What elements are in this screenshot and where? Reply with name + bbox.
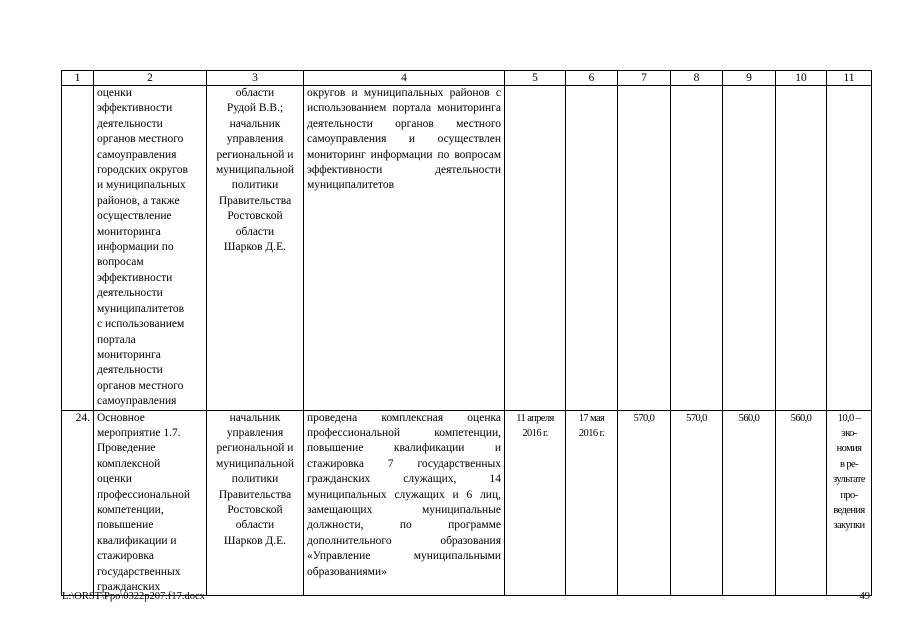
text-line: зультате: [833, 474, 865, 486]
text-line: управления: [226, 133, 284, 146]
column-number: 8: [671, 71, 723, 86]
text-line: деятельности: [97, 117, 163, 130]
planned-total-value: 570,0: [671, 410, 723, 596]
text-line: деятельности: [97, 364, 163, 377]
text-line: Шарков Д.Е.: [223, 534, 287, 547]
text-line: номия: [836, 443, 862, 455]
text-line: и муниципальных: [97, 179, 186, 192]
value-cell: [618, 86, 671, 411]
text-line: области: [235, 225, 275, 238]
text-line: профессиональной: [97, 488, 191, 501]
value-cell: [776, 86, 827, 411]
text-line: Основное: [97, 411, 145, 424]
value-cell: [723, 86, 776, 411]
column-number: 4: [304, 71, 505, 86]
column-number: 9: [723, 71, 776, 86]
responsible-person: [207, 410, 304, 596]
text-line: муниципалитетов: [97, 302, 185, 315]
text-line: региональной и: [216, 148, 294, 161]
text-line: 2016 г.: [578, 427, 605, 439]
text-line: в ре-: [840, 458, 858, 470]
text-line: мониторинга: [97, 348, 161, 361]
text-line: органов местного: [97, 379, 184, 392]
text-line: самоуправления: [97, 395, 177, 408]
table-row: [62, 410, 872, 596]
end-date: [566, 86, 618, 411]
text-line: комплексной: [97, 457, 161, 470]
text-line: муниципальной: [215, 457, 295, 470]
column-number: 1: [62, 71, 94, 86]
text-line: 11 апреля: [516, 412, 554, 424]
text-line: 17 мая: [578, 412, 605, 424]
row-number: 24.: [62, 410, 94, 596]
text-line: Шарков Д.Е.: [223, 241, 287, 254]
text-line: эко-: [841, 427, 857, 439]
text-line: муниципальной: [215, 164, 295, 177]
column-number: 10: [776, 71, 827, 86]
text-line: оценки: [97, 473, 132, 486]
text-line: ведения: [833, 504, 865, 516]
end-date: [566, 410, 618, 596]
text-line: стажировка: [97, 550, 154, 563]
planned-budget-value: 570,0: [618, 410, 671, 596]
text-line: Ростовской: [227, 503, 283, 516]
text-line: управления: [226, 426, 284, 439]
text-line: области: [235, 87, 275, 99]
text-line: деятельности: [97, 287, 163, 300]
result-text: проведена комплексная оценка профессиональной компетенции, повышение квалификации и стажировка 7 государственных гражданских служащих, 14 муниципальных служащих и 6 лиц, замещающих муниципальные должности, по программе дополнительного образования «Управление муниципальными образованиями»: [304, 410, 505, 596]
note-cell: [827, 410, 872, 596]
text-line: государственных: [97, 565, 181, 578]
note-cell: [827, 86, 872, 411]
text-line: политики: [231, 179, 279, 192]
text-line: Правительства: [218, 194, 292, 207]
text-line: информации по: [97, 241, 174, 254]
text-line: портала: [97, 333, 136, 346]
responsible-person: [207, 86, 304, 411]
text-line: осуществление: [97, 210, 172, 223]
column-number: 11: [827, 71, 872, 86]
text-line: компетенции,: [97, 503, 164, 516]
activity-name: [94, 86, 207, 411]
actual-total-value: 560,0: [776, 410, 827, 596]
result-text: округов и муниципальных районов с использованием портала мониторинга деятельности органов местного самоуправления и осуществлен мониторинг информации по вопросам эффективности деятельности муниципалитетов: [304, 86, 505, 411]
text-line: гражданских: [97, 581, 161, 593]
text-line: оценки: [97, 87, 132, 99]
text-line: области: [235, 519, 275, 532]
report-table: [61, 70, 872, 596]
text-line: начальник: [229, 117, 281, 130]
text-line: самоуправления: [97, 148, 177, 161]
text-line: районов, а также: [97, 194, 180, 207]
page-number: 49: [859, 591, 870, 602]
actual-budget-value: 560,0: [723, 410, 776, 596]
text-line: 2016 г.: [522, 427, 548, 439]
activity-name: [94, 410, 207, 596]
text-line: Проведение: [97, 442, 156, 455]
text-line: региональной и: [216, 442, 294, 455]
text-line: политики: [231, 473, 279, 486]
start-date: [505, 86, 566, 411]
text-line: повышение: [97, 519, 154, 532]
text-line: эффективности: [97, 271, 173, 284]
value-cell: [671, 86, 723, 411]
text-line: 10,0 –: [837, 412, 861, 424]
start-date: [505, 410, 566, 596]
text-line: с использованием: [97, 318, 185, 331]
column-number-row: [62, 71, 872, 86]
text-line: про-: [840, 489, 858, 501]
column-number: 2: [94, 71, 207, 86]
text-line: квалификации и: [97, 534, 177, 547]
row-number: [62, 86, 94, 411]
text-line: начальник: [229, 411, 281, 424]
text-line: мониторинга: [97, 225, 161, 238]
column-number: 5: [505, 71, 566, 86]
text-line: мероприятие 1.7.: [97, 426, 181, 439]
text-line: закупки: [833, 520, 865, 532]
text-line: Правительства: [218, 488, 292, 501]
table-row: [62, 86, 872, 411]
column-number: 7: [618, 71, 671, 86]
text-line: Ростовской: [227, 210, 283, 223]
text-line: Рудой В.В.;: [226, 102, 284, 115]
column-number: 6: [566, 71, 618, 86]
text-line: вопросам: [97, 256, 144, 269]
text-line: городских округов: [97, 164, 188, 177]
file-path: L:\ORST\Ppo\0322p207.f17.docx: [62, 591, 205, 602]
column-number: 3: [207, 71, 304, 86]
text-line: органов местного: [97, 133, 184, 146]
text-line: эффективности: [97, 102, 173, 115]
